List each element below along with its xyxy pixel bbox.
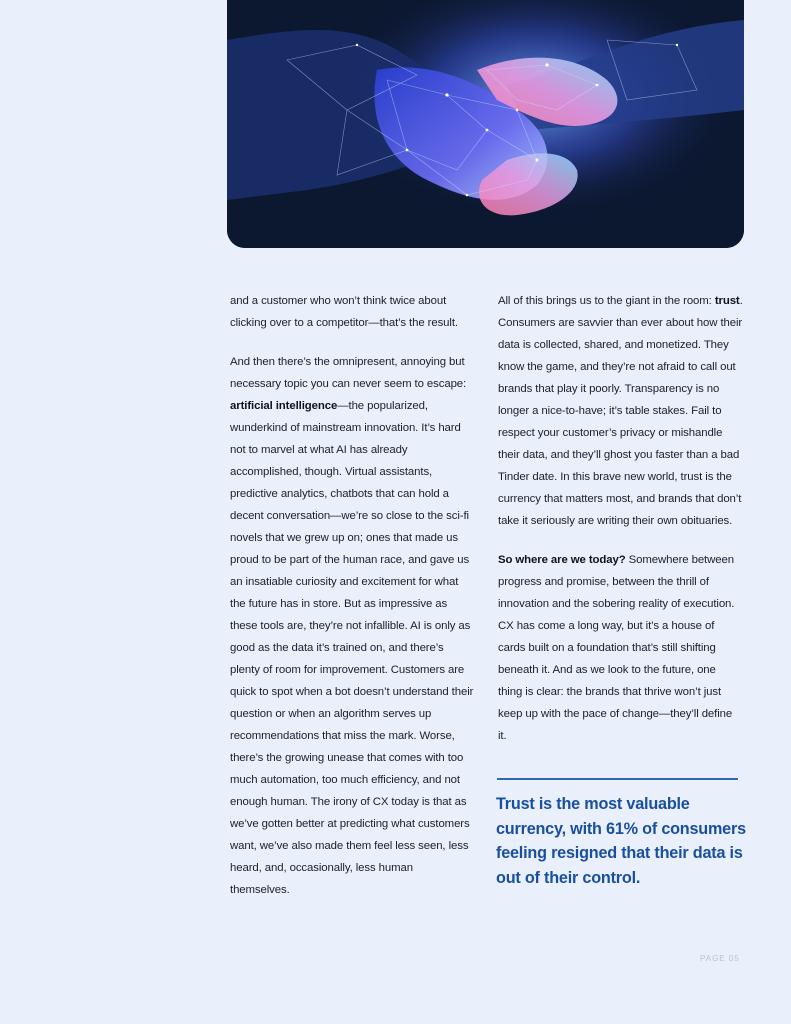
left-paragraph-1: and a customer who won’t think twice about clicking over to a competitor—that’s the result. [230,295,458,329]
handshake-illustration [227,0,744,248]
page-number: PAGE 05 [700,954,740,963]
emphasis-where-are-we: So where are we today? [498,554,626,566]
pull-quote-divider [497,778,738,780]
right-text-column [498,290,743,764]
left-text-column [230,290,475,918]
emphasis-ai: artificial intelligence [230,400,338,412]
pull-quote: Trust is the most valuable currency, with 61% of consumers feeling resigned that their data is out of their control. [496,795,746,887]
left-paragraph-2: And then there’s the omnipresent, annoying but necessary topic you can never seem to escape: artificial intelligence—the popularized, wunderkind of mainstream innovation. It’s hard not to marvel at what AI has already accomplished, though. Virtual assistants, predictive analytics, chatbots that can hold a decent conversation—we’re so close to the sci-fi novels that we grew up on; ones that made us proud to be part of the human race, and gave us an insatiable curiosity and excitement for what the future has in store. But as impressive as these tools are, they’re not infallible. AI is only as good as the data it’s trained on, and there’s plenty of room for improvement. Customers are quick to spot when a bot doesn’t understand their question or when an algorithm serves up recommendations that miss the mark. Worse, there’s the growing unease that comes with too much automation, too much efficiency, and not enough human. The irony of CX today is that as we’ve gotten better at predicting what customers want, we’ve also made them feel less seen, less heard, and, occasionally, less human themselves. [230,356,474,896]
hero-image [227,0,744,248]
right-paragraph-1: All of this brings us to the giant in the room: trust. Consumers are savvier than ever about how their data is collected, shared, and monetized. They know the game, and they’re not afraid to call out brands that play it poorly. Transparency is no longer a nice-to-have; it’s table stakes. Fail to respect your customer’s privacy or mishandle their data, and they’ll ghost you faster than a bad Tinder date. In this brave new world, trust is the currency that matters most, and brands that don’t take it seriously are writing their own obituaries. [498,295,743,527]
emphasis-trust: trust [714,295,740,307]
right-paragraph-2: So where are we today? Somewhere between progress and promise, between the thrill of innovation and the sobering reality of execution. CX has come a long way, but it’s a house of cards built on a foundation that’s still shifting beneath it. And as we look to the future, one thing is clear: the brands that thrive won’t just keep up with the pace of change—they’ll define it. [498,554,735,742]
